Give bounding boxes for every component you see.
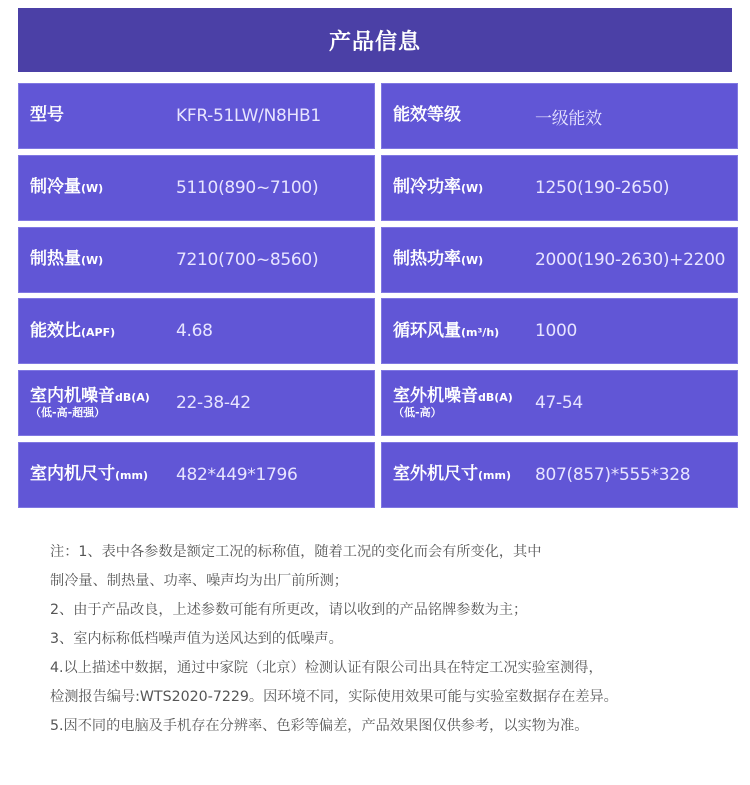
spec-label: 型号 xyxy=(30,105,64,126)
spec-row xyxy=(18,83,738,149)
note-line: 5.因不同的电脑及手机存在分辨率、色彩等偏差，产品效果图仅供参考，以实物为准。 xyxy=(50,718,589,734)
spec-cell-cooling-power xyxy=(381,155,738,221)
spec-label: 能效等级 xyxy=(393,105,461,126)
spec-label: 制冷功率(W) xyxy=(393,177,484,198)
spec-row xyxy=(18,227,738,293)
spec-value: 1250(190-2650) xyxy=(535,177,670,198)
spec-value: 807(857)*555*328 xyxy=(535,464,691,485)
spec-cell-indoor-size xyxy=(18,442,375,508)
spec-cell-heating-capacity xyxy=(18,227,375,293)
spec-label: 室内机尺寸(mm) xyxy=(30,464,148,485)
spec-value: 4.68 xyxy=(176,321,213,342)
spec-value: 1000 xyxy=(535,321,578,342)
spec-cell-model xyxy=(18,83,375,149)
spec-value: 482*449*1796 xyxy=(176,464,298,485)
spec-row xyxy=(18,370,738,436)
spec-row xyxy=(18,442,738,508)
spec-cell-apf xyxy=(18,298,375,364)
spec-label: 制冷量(W) xyxy=(30,177,104,198)
spec-label: 制热量(W) xyxy=(30,248,104,269)
spec-label: 循环风量(m³/h) xyxy=(393,320,500,341)
spec-value: KFR-51LW/N8HB1 xyxy=(176,106,321,126)
spec-cell-heating-power xyxy=(381,227,738,293)
spec-table xyxy=(18,83,738,514)
spec-cell-outdoor-size xyxy=(381,442,738,508)
note-line: 检测报告编号:WTS2020-7229。因环境不同，实际使用效果可能与实验室数据存在差异。 xyxy=(50,689,618,705)
spec-value: 2000(190-2630)+2200 xyxy=(535,249,726,270)
spec-value: 22-38-42 xyxy=(176,393,251,414)
spec-label: 室内机噪音dB(A) （低-高-超强） xyxy=(30,385,150,420)
note-line: 注：1、表中各参数是额定工况的标称值，随着工况的变化而会有所变化，其中 xyxy=(50,544,542,560)
spec-label: 室外机尺寸(mm) xyxy=(393,464,511,485)
spec-cell-airflow xyxy=(381,298,738,364)
spec-value: 5110(890~7100) xyxy=(176,177,319,198)
note-line: 4.以上描述中数据，通过中家院（北京）检测认证有限公司出具在特定工况实验室测得， xyxy=(50,660,603,676)
spec-label: 制热功率(W) xyxy=(393,248,484,269)
spec-value: 7210(700~8560) xyxy=(176,249,319,270)
spec-value: 一级能效 xyxy=(535,108,602,129)
spec-cell-indoor-noise xyxy=(18,370,375,436)
notes xyxy=(50,538,740,741)
spec-label: 室外机噪音dB(A) （低-高） xyxy=(393,385,513,420)
note-line: 3、室内标称低档噪声值为送风达到的低噪声。 xyxy=(50,631,343,647)
spec-value: 47-54 xyxy=(535,393,583,414)
spec-label: 能效比(APF) xyxy=(30,320,116,341)
spec-cell-outdoor-noise xyxy=(381,370,738,436)
spec-row xyxy=(18,298,738,364)
spec-row xyxy=(18,155,738,221)
page-title: 产品信息 xyxy=(18,8,732,72)
note-line: 制冷量、制热量、功率、噪声均为出厂前所测； xyxy=(50,573,348,589)
note-line: 2、由于产品改良，上述参数可能有所更改，请以收到的产品铭牌参数为主； xyxy=(50,602,528,618)
spec-cell-cooling-capacity xyxy=(18,155,375,221)
spec-cell-energy-grade xyxy=(381,83,738,149)
